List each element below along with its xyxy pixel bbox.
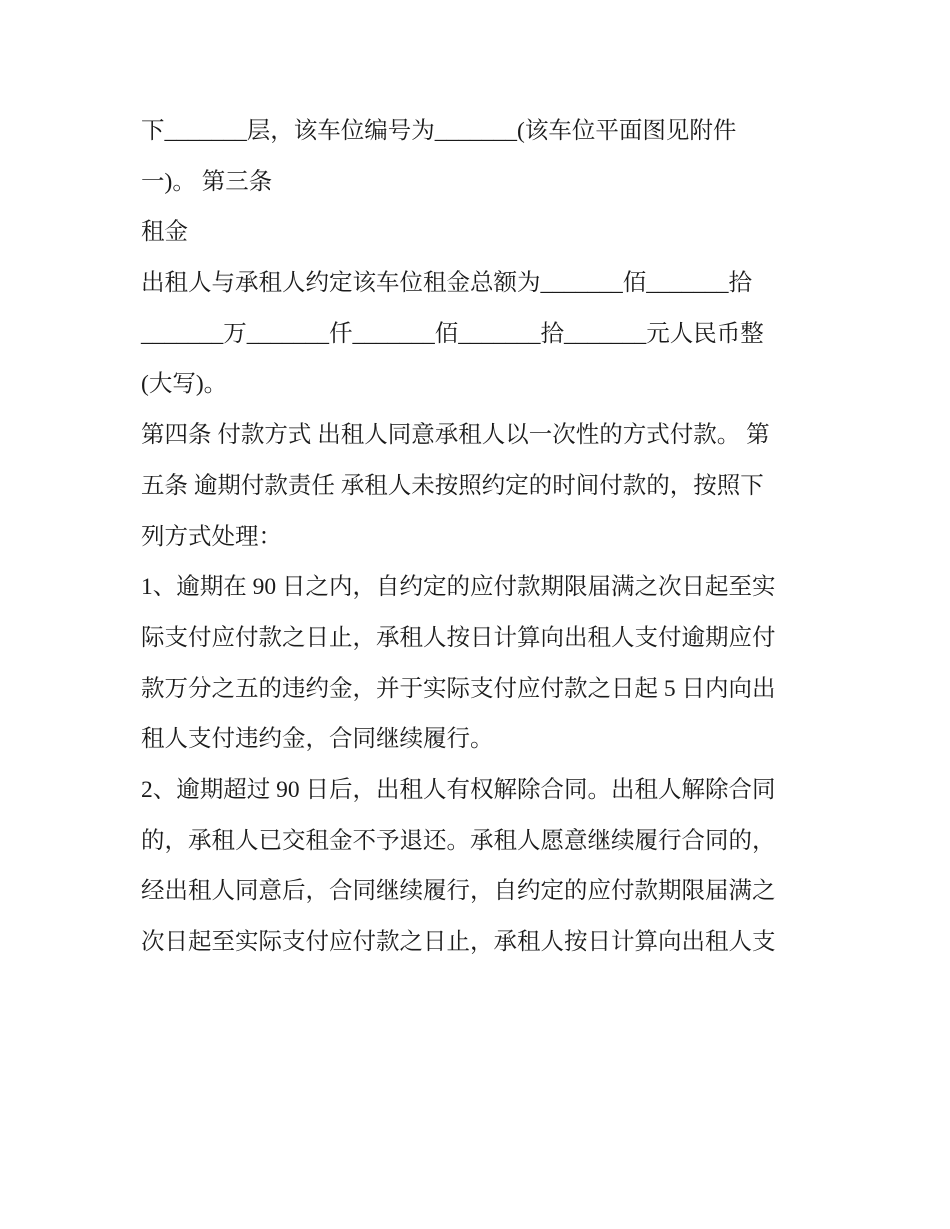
text-line: 租金 [141, 219, 188, 246]
text-line: 第四条 付款方式 出租人同意承租人以一次性的方式付款。 第 [141, 422, 770, 449]
text-line: 1、逾期在 90 日之内，自约定的应付款期限届满之次日起至实 [141, 574, 776, 601]
text-line: _______万_______仟_______佰_______拾_______元人民币整 [141, 320, 764, 347]
text-line: 下_______层，该车位编号为_______(该车位平面图见附件 [141, 118, 737, 144]
text-line: 租人支付违约金，合同继续履行。 [141, 726, 494, 753]
contract-text-body [141, 106, 821, 968]
text-line: 次日起至实际支付应付款之日止，承租人按日计算向出租人支 [141, 929, 776, 955]
text-line: 的，承租人已交租金不予退还。承租人愿意继续履行合同的， [141, 827, 776, 854]
text-line: 际支付应付款之日止，承租人按日计算向出租人支付逾期应付 [141, 624, 776, 651]
text-line: (大写)。 [141, 371, 228, 398]
text-line: 列方式处理： [141, 523, 282, 550]
text-line: 一)。 第三条 [141, 168, 273, 195]
text-line: 经出租人同意后，合同继续履行，自约定的应付款期限届满之 [141, 878, 776, 905]
text-line: 五条 逾期付款责任 承租人未按照约定的时间付款的，按照下 [141, 472, 764, 499]
text-line: 出租人与承租人约定该车位租金总额为_______佰_______拾 [141, 270, 752, 297]
text-line: 2、逾期超过 90 日后，出租人有权解除合同。出租人解除合同 [141, 776, 776, 803]
text-line: 款万分之五的违约金，并于实际支付应付款之日起 5 日内向出 [141, 675, 776, 702]
